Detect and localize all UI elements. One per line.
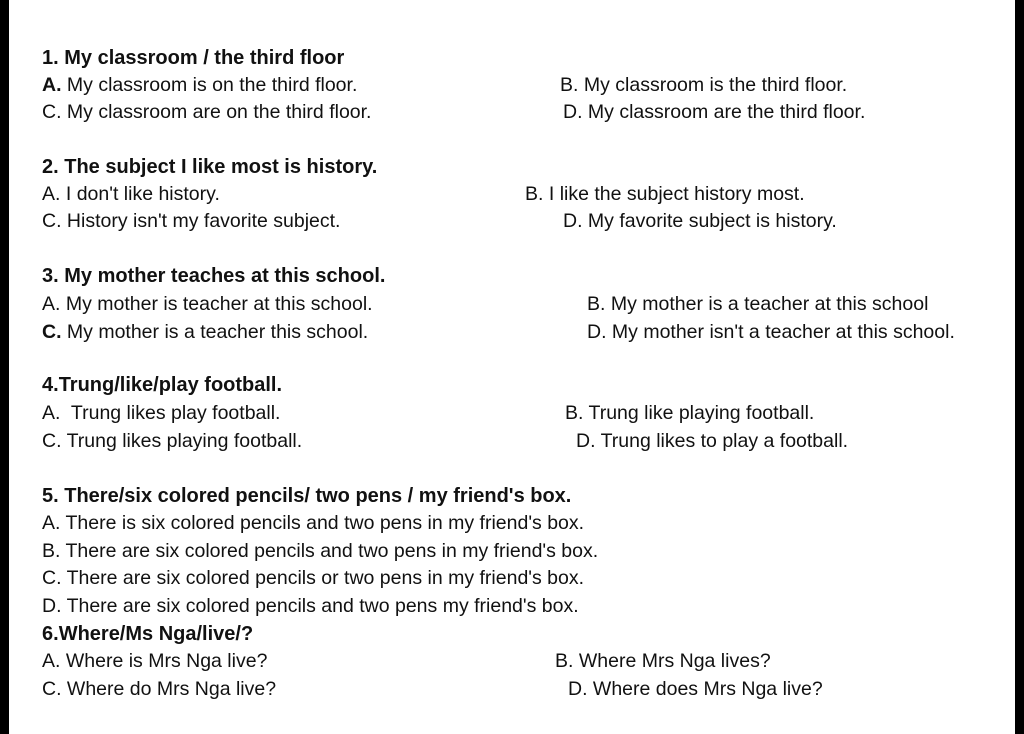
question-3-option-c[interactable]: C. My mother is a teacher this school. xyxy=(42,321,369,343)
question-5-option-a[interactable]: A. There is six colored pencils and two pens in my friend's box. xyxy=(42,512,585,534)
right-border xyxy=(1015,0,1024,734)
question-3-option-b[interactable]: B. My mother is a teacher at this school xyxy=(587,293,929,315)
question-3-option-d[interactable]: D. My mother isn't a teacher at this school. xyxy=(587,321,955,343)
question-6-prompt: 6.Where/Ms Nga/live/? xyxy=(42,623,254,645)
question-3-option-a[interactable]: A. My mother is teacher at this school. xyxy=(42,293,373,315)
question-5-option-c[interactable]: C. There are six colored pencils or two pens in my friend's box. xyxy=(42,567,585,589)
question-1-option-a[interactable]: A. My classroom is on the third floor. xyxy=(42,74,358,96)
question-4-option-d[interactable]: D. Trung likes to play a football. xyxy=(576,430,849,452)
question-1-prompt: 1. My classroom / the third floor xyxy=(42,47,345,69)
question-6-option-c[interactable]: C. Where do Mrs Nga live? xyxy=(42,678,277,700)
question-4-option-c[interactable]: C. Trung likes playing football. xyxy=(42,430,303,452)
question-2-prompt: 2. The subject I like most is history. xyxy=(42,156,378,178)
question-4-option-a[interactable]: A. Trung likes play football. xyxy=(42,402,281,424)
question-6-option-a[interactable]: A. Where is Mrs Nga live? xyxy=(42,650,268,672)
question-2-option-d[interactable]: D. My favorite subject is history. xyxy=(563,210,837,232)
left-border xyxy=(0,0,9,734)
question-1-option-c[interactable]: C. My classroom are on the third floor. xyxy=(42,101,372,123)
question-5-option-d[interactable]: D. There are six colored pencils and two pens my friend's box. xyxy=(42,595,579,617)
question-6-option-b[interactable]: B. Where Mrs Nga lives? xyxy=(555,650,771,672)
question-2-option-b[interactable]: B. I like the subject history most. xyxy=(525,183,805,205)
question-1-option-d[interactable]: D. My classroom are the third floor. xyxy=(563,101,866,123)
question-2-option-c[interactable]: C. History isn't my favorite subject. xyxy=(42,210,341,232)
question-4-prompt: 4.Trung/like/play football. xyxy=(42,374,283,396)
question-5-option-b[interactable]: B. There are six colored pencils and two pens in my friend's box. xyxy=(42,540,599,562)
question-5-prompt: 5. There/six colored pencils/ two pens / my friend's box. xyxy=(42,485,572,507)
question-4-option-b[interactable]: B. Trung like playing football. xyxy=(565,402,815,424)
question-6-option-d[interactable]: D. Where does Mrs Nga live? xyxy=(568,678,823,700)
question-1-option-b[interactable]: B. My classroom is the third floor. xyxy=(560,74,848,96)
question-2-option-a[interactable]: A. I don't like history. xyxy=(42,183,220,205)
question-3-prompt: 3. My mother teaches at this school. xyxy=(42,265,386,287)
